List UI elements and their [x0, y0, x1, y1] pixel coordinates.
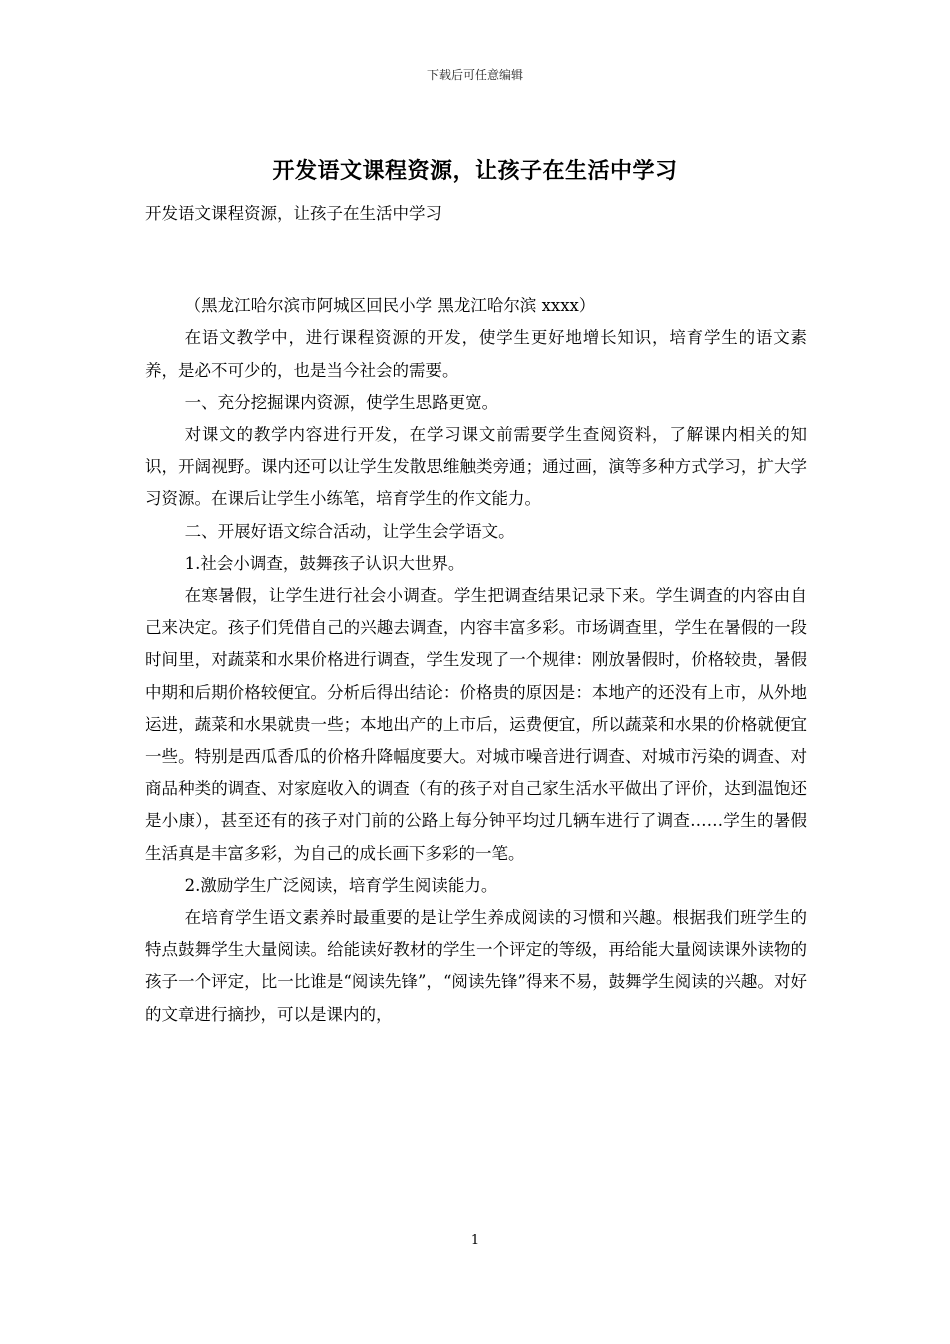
- page-number: 1: [470, 1233, 480, 1248]
- blank-space: [145, 230, 807, 290]
- section-heading-2: 二、开展好语文综合活动，让学生会学语文。: [184, 521, 515, 541]
- subsection-heading-2: 2.激励学生广泛阅读，培育学生阅读能力。: [184, 875, 498, 895]
- paragraph-survey: 在寒暑假，让学生进行社会小调查。学生把调查结果记录下来。学生调查的内容由自己来决定。孩子们凭借自己的兴趣去调查，内容丰富多彩。市场调查里，学生在暑假的一段时间里，对蔬菜和水果价格进行调查，学生发现了一个规律：刚放暑假时，价格较贵，暑假中期和后期价格较便宜。分析后得出结论：价格贵的原因是：本地产的还没有上市，从外地运进，蔬菜和水果就贵一些；本地出产的上市后，运费便宜，所以蔬菜和水果的价格就便宜一些。特别是西瓜香瓜的价格升降幅度要大。对城市噪音进行调查、对城市污染的调查、对商品种类的调查、对家庭收入的调查（有的孩子对自己家生活水平做出了评价，达到温饱还是小康），甚至还有的孩子对门前的公路上每分钟平均过几辆车进行了调查……学生的暑假生活真是丰富多彩，为自己的成长画下多彩的一笔。: [145, 586, 807, 863]
- paragraph-section-1: 对课文的教学内容进行开发，在学习课文前需要学生查阅资料，了解课内相关的知识，开阔视野。课内还可以让学生发散思维触类旁通；通过画，演等多种方式学习，扩大学习资源。在课后让学生小练笔，培育学生的作文能力。: [145, 425, 807, 509]
- document-title: 开发语文课程资源，让孩子在生活中学习: [272, 158, 678, 184]
- subsection-heading-1: 1.社会小调查，鼓舞孩子认识大世界。: [184, 553, 465, 573]
- section-heading-1: 一、充分挖掘课内资源，使学生思路更宽。: [184, 392, 499, 412]
- author-affiliation: （黑龙江哈尔滨市阿城区回民小学 黑龙江哈尔滨 xxxx）: [184, 296, 596, 316]
- document-body: [145, 198, 807, 1031]
- header-note: 下载后可任意编辑: [426, 68, 523, 82]
- document-subtitle: 开发语文课程资源，让孩子在生活中学习: [145, 204, 442, 223]
- paragraph-reading: 在培育学生语文素养时最重要的是让学生养成阅读的习惯和兴趣。根据我们班学生的特点鼓舞学生大量阅读。给能读好教材的学生一个评定的等级，再给能大量阅读课外读物的孩子一个评定，比一比谁是“阅读先锋”，“阅读先锋”得来不易，鼓舞学生阅读的兴趣。对好的文章进行摘抄，可以是课内的，: [145, 908, 807, 1024]
- paragraph-intro: 在语文教学中，进行课程资源的开发，使学生更好地增长知识，培育学生的语文素养，是必不可少的，也是当今社会的需要。: [145, 328, 807, 380]
